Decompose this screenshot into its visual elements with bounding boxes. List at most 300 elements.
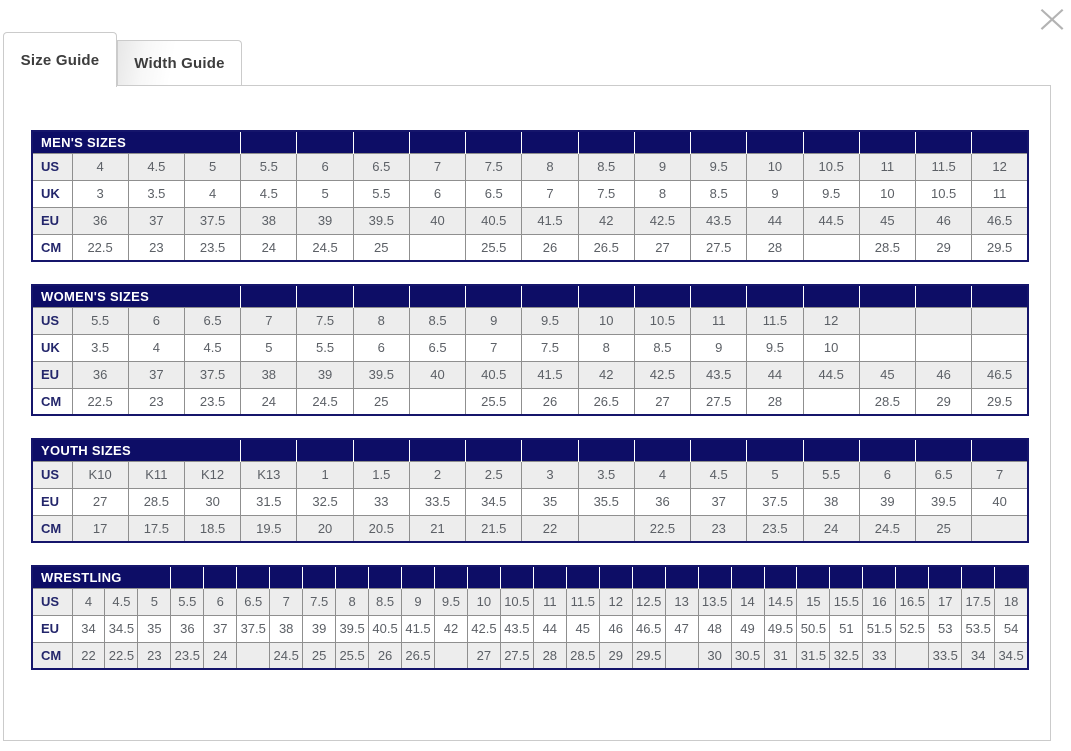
size-cell: 6 (409, 180, 465, 207)
header-fill-cell (634, 285, 690, 307)
size-cell: 17.5 (962, 588, 995, 615)
table-row-cm (32, 642, 1028, 669)
size-cell: 42.5 (634, 207, 690, 234)
header-fill-cell (803, 285, 859, 307)
size-cell: 26 (522, 234, 578, 261)
header-fill-cell (972, 131, 1028, 153)
size-cell: 27 (634, 234, 690, 261)
size-tables (31, 130, 1029, 692)
size-cell: 27.5 (691, 234, 747, 261)
size-cell (578, 515, 634, 542)
table-row-eu (32, 361, 1028, 388)
size-cell: 25.5 (466, 234, 522, 261)
size-cell: 4.5 (241, 180, 297, 207)
size-guide-panel (3, 85, 1051, 741)
size-cell: 52.5 (896, 615, 929, 642)
size-cell: 24 (241, 388, 297, 415)
size-cell: 6.5 (237, 588, 270, 615)
size-cell (237, 642, 270, 669)
size-cell: 9.5 (522, 307, 578, 334)
size-cell: 21.5 (466, 515, 522, 542)
size-cell: 44 (747, 361, 803, 388)
size-cell: 5 (184, 153, 240, 180)
size-cell: 17.5 (128, 515, 184, 542)
size-cell: 33.5 (929, 642, 962, 669)
header-fill-cell (863, 566, 896, 588)
size-cell: 51.5 (863, 615, 896, 642)
size-cell: K10 (72, 461, 128, 488)
size-cell: 46.5 (632, 615, 665, 642)
size-cell: 39 (297, 207, 353, 234)
size-cell: 46 (599, 615, 632, 642)
size-cell (434, 642, 467, 669)
size-cell: 17 (929, 588, 962, 615)
size-cell: 37.5 (184, 207, 240, 234)
size-cell: 50.5 (797, 615, 830, 642)
size-cell: 28.5 (859, 388, 915, 415)
size-cell: 44.5 (803, 207, 859, 234)
size-cell: 3 (72, 180, 128, 207)
size-cell: 9.5 (434, 588, 467, 615)
size-cell: 36 (171, 615, 204, 642)
header-fill-cell (698, 566, 731, 588)
table-row-cm (32, 515, 1028, 542)
size-cell: 28 (533, 642, 566, 669)
size-cell: 35.5 (578, 488, 634, 515)
header-fill-cell (803, 439, 859, 461)
table-row-eu (32, 207, 1028, 234)
size-cell: 44 (747, 207, 803, 234)
size-cell: 10.5 (500, 588, 533, 615)
size-cell: 45 (859, 207, 915, 234)
size-cell: 9.5 (691, 153, 747, 180)
size-cell: 37.5 (747, 488, 803, 515)
size-cell: 9.5 (803, 180, 859, 207)
row-label: US (32, 307, 72, 334)
size-cell: 11 (859, 153, 915, 180)
size-cell: 39.5 (916, 488, 972, 515)
size-cell: 34 (962, 642, 995, 669)
size-cell: 8 (336, 588, 369, 615)
size-cell: 11.5 (566, 588, 599, 615)
size-cell: 26.5 (578, 388, 634, 415)
size-cell: 18 (995, 588, 1028, 615)
size-cell: 38 (241, 207, 297, 234)
size-cell: 19.5 (241, 515, 297, 542)
size-cell: 13.5 (698, 588, 731, 615)
size-cell: 7 (466, 334, 522, 361)
size-cell: 5 (747, 461, 803, 488)
row-label: US (32, 461, 72, 488)
table-youth-sizes (31, 438, 1029, 543)
header-fill-cell (578, 131, 634, 153)
size-cell: 34.5 (995, 642, 1028, 669)
size-cell: K13 (241, 461, 297, 488)
size-cell: 4.5 (691, 461, 747, 488)
header-fill-cell (533, 566, 566, 588)
size-cell: 8.5 (578, 153, 634, 180)
size-cell: 46.5 (972, 361, 1028, 388)
size-cell: 23.5 (171, 642, 204, 669)
size-cell: 10 (859, 180, 915, 207)
size-cell: 10.5 (916, 180, 972, 207)
size-cell: 3.5 (72, 334, 128, 361)
tab-width-guide-label: Width Guide (134, 54, 225, 72)
size-cell: 14.5 (764, 588, 797, 615)
header-fill-cell (237, 566, 270, 588)
size-cell: 33 (353, 488, 409, 515)
size-cell: 36 (72, 361, 128, 388)
size-cell: 7.5 (466, 153, 522, 180)
size-cell: 37 (204, 615, 237, 642)
size-cell: 54 (995, 615, 1028, 642)
header-fill-cell (466, 131, 522, 153)
size-cell: 40.5 (466, 207, 522, 234)
size-cell: 36 (72, 207, 128, 234)
size-cell: 43.5 (691, 361, 747, 388)
size-cell: 6 (297, 153, 353, 180)
size-cell: 28.5 (859, 234, 915, 261)
size-cell: 42 (578, 361, 634, 388)
size-cell: 29.5 (632, 642, 665, 669)
size-cell: 37 (691, 488, 747, 515)
table-row-eu (32, 615, 1028, 642)
size-cell: 4.5 (128, 153, 184, 180)
size-cell (916, 334, 972, 361)
tab-size-guide[interactable] (3, 32, 117, 87)
size-cell: 45 (566, 615, 599, 642)
table-title-wrestling: WRESTLING (32, 566, 171, 588)
header-fill-cell (896, 566, 929, 588)
size-cell: 7.5 (303, 588, 336, 615)
size-cell: 5.5 (171, 588, 204, 615)
size-cell: 42 (434, 615, 467, 642)
size-cell: 4 (128, 334, 184, 361)
size-cell: 3.5 (128, 180, 184, 207)
table-row-us (32, 307, 1028, 334)
size-cell: 11 (972, 180, 1028, 207)
size-cell: 37.5 (237, 615, 270, 642)
size-cell: 8.5 (409, 307, 465, 334)
size-cell: 10 (803, 334, 859, 361)
header-fill-cell (522, 439, 578, 461)
header-fill-cell (691, 439, 747, 461)
size-cell: 7 (409, 153, 465, 180)
size-cell: 24 (241, 234, 297, 261)
header-fill-cell (634, 439, 690, 461)
header-fill-cell (466, 439, 522, 461)
size-cell: 39 (859, 488, 915, 515)
size-cell: 46 (916, 207, 972, 234)
header-fill-cell (409, 131, 465, 153)
size-cell (972, 307, 1028, 334)
size-cell: 3.5 (578, 461, 634, 488)
size-cell: 15.5 (830, 588, 863, 615)
header-fill-cell (297, 439, 353, 461)
tab-size-guide-label: Size Guide (20, 51, 100, 69)
size-cell: 23 (128, 234, 184, 261)
close-icon: × (1033, 0, 1071, 42)
row-label: EU (32, 207, 72, 234)
size-cell: 25.5 (336, 642, 369, 669)
size-cell: 26.5 (402, 642, 435, 669)
header-fill-cell (578, 285, 634, 307)
size-cell: 25 (353, 388, 409, 415)
size-cell: 5 (297, 180, 353, 207)
row-label: US (32, 588, 72, 615)
size-cell: 31.5 (797, 642, 830, 669)
header-fill-cell (434, 566, 467, 588)
size-cell (859, 334, 915, 361)
header-fill-cell (803, 131, 859, 153)
header-fill-cell (241, 285, 297, 307)
size-cell: 26.5 (578, 234, 634, 261)
header-fill-cell (522, 285, 578, 307)
size-cell: 5.5 (803, 461, 859, 488)
header-fill-cell (303, 566, 336, 588)
size-cell: 23.5 (747, 515, 803, 542)
row-label: EU (32, 361, 72, 388)
size-cell: 43.5 (691, 207, 747, 234)
size-cell: 7 (270, 588, 303, 615)
size-cell: 10 (467, 588, 500, 615)
header-fill-cell (500, 566, 533, 588)
size-cell: 23.5 (184, 234, 240, 261)
size-cell: 7 (241, 307, 297, 334)
size-cell: 27 (467, 642, 500, 669)
header-fill-cell (747, 131, 803, 153)
size-cell: 37.5 (184, 361, 240, 388)
header-fill-cell (972, 439, 1028, 461)
size-cell: 9 (634, 153, 690, 180)
size-cell: 4 (634, 461, 690, 488)
size-cell: 38 (803, 488, 859, 515)
size-cell: 53 (929, 615, 962, 642)
size-cell: 7 (522, 180, 578, 207)
size-cell: 39 (297, 361, 353, 388)
size-cell: 33 (863, 642, 896, 669)
header-fill-cell (972, 285, 1028, 307)
size-cell: 42 (578, 207, 634, 234)
size-cell: 46.5 (972, 207, 1028, 234)
size-cell: 24 (204, 642, 237, 669)
size-cell: 25 (353, 234, 409, 261)
size-cell (665, 642, 698, 669)
size-cell: 6 (353, 334, 409, 361)
size-cell: 9 (402, 588, 435, 615)
header-fill-cell (336, 566, 369, 588)
size-cell: 9 (747, 180, 803, 207)
size-cell: 28 (747, 234, 803, 261)
size-cell: 26 (369, 642, 402, 669)
table-men-s-sizes (31, 130, 1029, 262)
size-cell: 22 (522, 515, 578, 542)
row-label: EU (32, 615, 72, 642)
size-cell: 49 (731, 615, 764, 642)
table-row-cm (32, 234, 1028, 261)
header-fill-cell (632, 566, 665, 588)
header-fill-cell (522, 131, 578, 153)
size-cell: 37 (128, 361, 184, 388)
size-cell: 40 (972, 488, 1028, 515)
header-fill-cell (402, 566, 435, 588)
header-fill-cell (764, 566, 797, 588)
size-cell: 16 (863, 588, 896, 615)
header-fill-cell (297, 285, 353, 307)
table-row-uk (32, 334, 1028, 361)
tab-width-guide[interactable] (117, 40, 242, 85)
size-cell: 6.5 (466, 180, 522, 207)
header-fill-cell (747, 439, 803, 461)
size-cell: 6 (204, 588, 237, 615)
size-cell: 22.5 (72, 388, 128, 415)
table-row-eu (32, 488, 1028, 515)
size-cell: 9 (691, 334, 747, 361)
size-cell: 45 (859, 361, 915, 388)
table-row-cm (32, 388, 1028, 415)
size-cell: 17 (72, 515, 128, 542)
size-cell: 7.5 (578, 180, 634, 207)
size-cell (803, 234, 859, 261)
header-fill-cell (916, 285, 972, 307)
header-fill-cell (797, 566, 830, 588)
header-fill-cell (929, 566, 962, 588)
size-cell: 8.5 (369, 588, 402, 615)
size-cell: 4 (184, 180, 240, 207)
size-cell: 8.5 (691, 180, 747, 207)
size-cell: 29.5 (972, 388, 1028, 415)
header-fill-cell (466, 285, 522, 307)
size-cell: 11 (691, 307, 747, 334)
size-cell: 12 (803, 307, 859, 334)
size-cell: 3 (522, 461, 578, 488)
size-cell: 31.5 (241, 488, 297, 515)
size-cell (916, 307, 972, 334)
size-cell: 40 (409, 361, 465, 388)
row-label: CM (32, 234, 72, 261)
size-cell: 12.5 (632, 588, 665, 615)
size-cell: 6.5 (353, 153, 409, 180)
size-cell: 7.5 (522, 334, 578, 361)
size-cell: 34 (72, 615, 105, 642)
header-fill-cell (916, 131, 972, 153)
table-row-us (32, 588, 1028, 615)
size-cell: 2.5 (466, 461, 522, 488)
header-fill-cell (204, 566, 237, 588)
size-cell: 30.5 (731, 642, 764, 669)
row-label: US (32, 153, 72, 180)
size-cell: 23 (128, 388, 184, 415)
size-cell: 1.5 (353, 461, 409, 488)
header-fill-cell (995, 566, 1028, 588)
header-fill-cell (241, 439, 297, 461)
header-fill-cell (297, 131, 353, 153)
header-fill-cell (830, 566, 863, 588)
size-cell: 39 (303, 615, 336, 642)
size-cell: 39.5 (353, 207, 409, 234)
size-cell: 5.5 (241, 153, 297, 180)
header-fill-cell (353, 285, 409, 307)
size-cell: 42.5 (467, 615, 500, 642)
size-cell: 8 (578, 334, 634, 361)
size-cell: 22.5 (72, 234, 128, 261)
size-cell: 4.5 (184, 334, 240, 361)
size-cell: 36 (634, 488, 690, 515)
size-cell: 27.5 (500, 642, 533, 669)
table-title-women-s-sizes: WOMEN'S SIZES (32, 285, 241, 307)
size-cell: 6 (859, 461, 915, 488)
size-cell (409, 234, 465, 261)
size-cell: 40.5 (369, 615, 402, 642)
header-fill-cell (599, 566, 632, 588)
size-cell: 6.5 (184, 307, 240, 334)
size-cell: 30 (698, 642, 731, 669)
size-cell: 35 (138, 615, 171, 642)
size-cell: 23.5 (184, 388, 240, 415)
size-cell: 27 (72, 488, 128, 515)
header-fill-cell (731, 566, 764, 588)
size-cell (896, 642, 929, 669)
size-cell: 6 (128, 307, 184, 334)
size-cell: 4.5 (105, 588, 138, 615)
size-cell (972, 515, 1028, 542)
table-row-uk (32, 180, 1028, 207)
size-cell: 47 (665, 615, 698, 642)
header-fill-cell (409, 285, 465, 307)
size-cell: 29 (599, 642, 632, 669)
size-cell: 37 (128, 207, 184, 234)
close-button[interactable] (1033, 0, 1071, 42)
table-wrestling (31, 565, 1029, 670)
header-fill-cell (859, 285, 915, 307)
size-cell: 35 (522, 488, 578, 515)
size-cell: 27.5 (691, 388, 747, 415)
header-fill-cell (691, 285, 747, 307)
size-cell: 29 (916, 388, 972, 415)
size-cell: 22 (72, 642, 105, 669)
header-fill-cell (962, 566, 995, 588)
size-cell: 1 (297, 461, 353, 488)
header-fill-cell (691, 131, 747, 153)
size-cell: 29.5 (972, 234, 1028, 261)
size-cell (409, 388, 465, 415)
size-cell: 34.5 (105, 615, 138, 642)
header-fill-cell (270, 566, 303, 588)
size-cell: 29 (916, 234, 972, 261)
size-cell: 26 (522, 388, 578, 415)
size-cell: 10 (578, 307, 634, 334)
size-cell: K11 (128, 461, 184, 488)
header-fill-cell (859, 439, 915, 461)
size-cell: 14 (731, 588, 764, 615)
row-label: CM (32, 515, 72, 542)
table-row-us (32, 153, 1028, 180)
header-fill-cell (859, 131, 915, 153)
size-cell: 10.5 (634, 307, 690, 334)
header-fill-cell (566, 566, 599, 588)
size-cell: 11.5 (747, 307, 803, 334)
row-label: UK (32, 180, 72, 207)
size-cell: 42.5 (634, 361, 690, 388)
header-fill-cell (747, 285, 803, 307)
size-cell: 18.5 (184, 515, 240, 542)
header-fill-cell (467, 566, 500, 588)
size-cell: 2 (409, 461, 465, 488)
size-cell: 41.5 (522, 207, 578, 234)
size-cell: 43.5 (500, 615, 533, 642)
table-women-s-sizes (31, 284, 1029, 416)
size-cell: 38 (241, 361, 297, 388)
